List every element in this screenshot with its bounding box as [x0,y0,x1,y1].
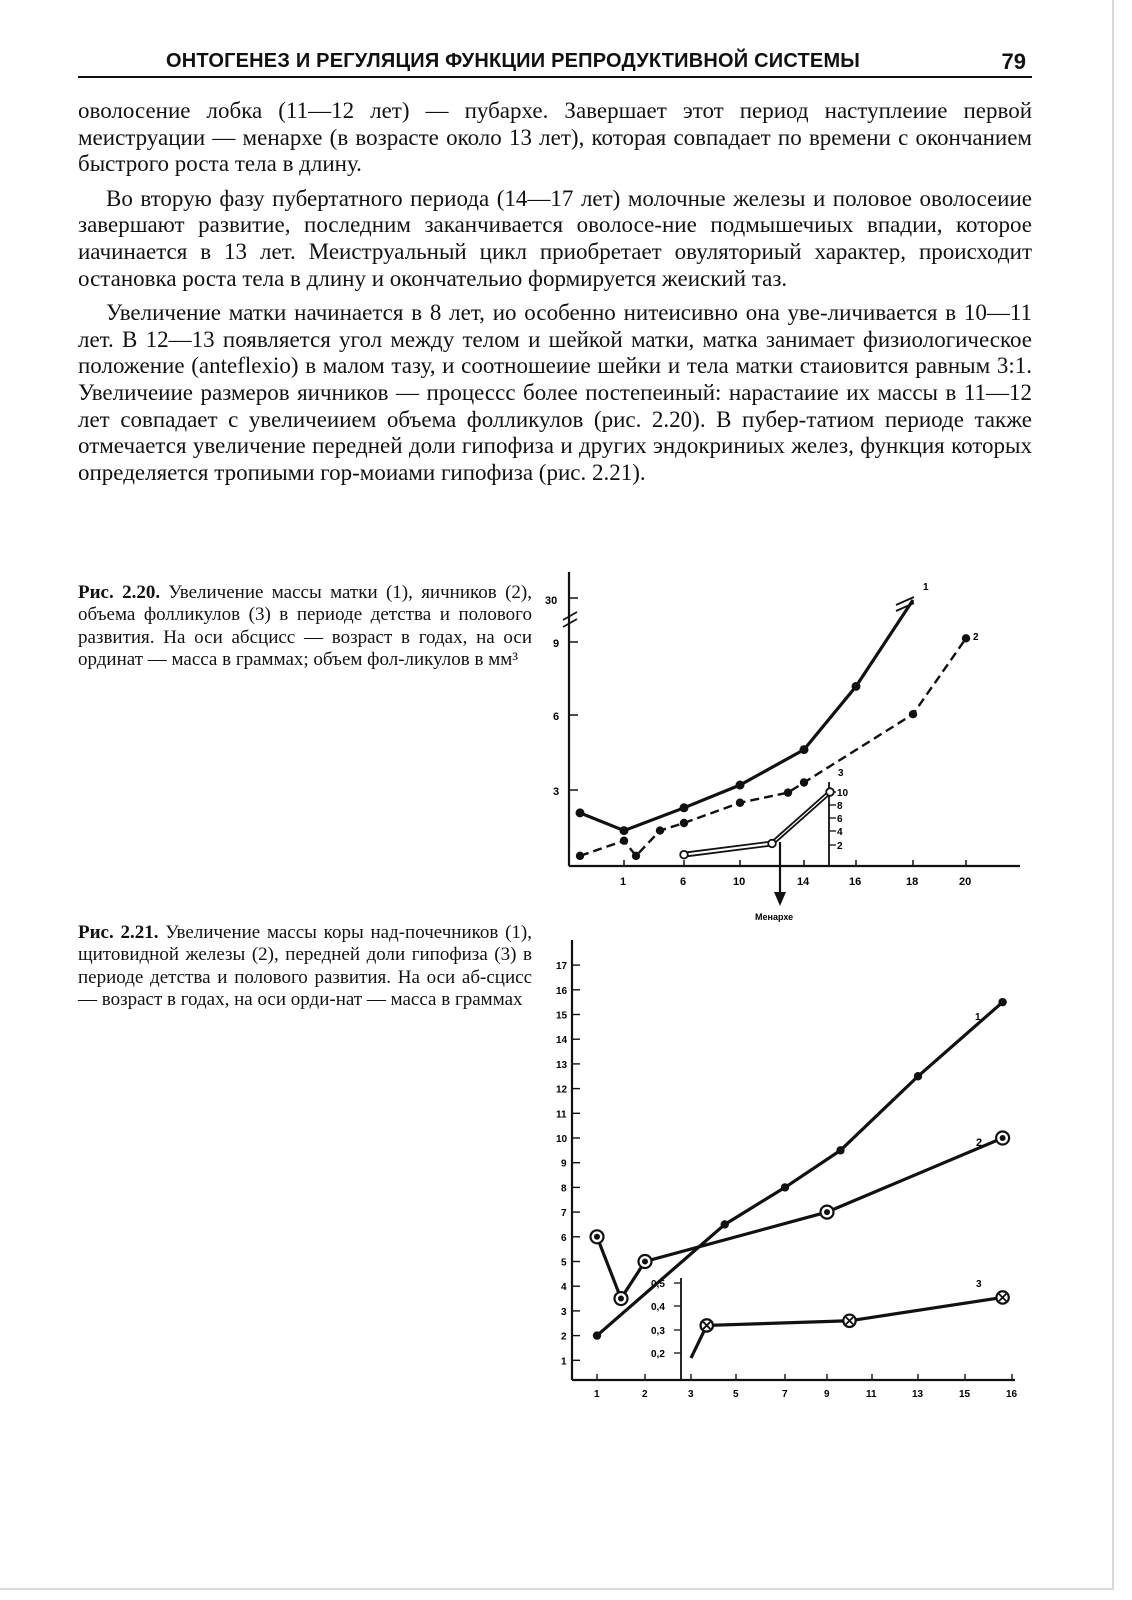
series-3-point [768,840,776,848]
x-tick-label: 7 [782,1389,788,1400]
caption-text: Увеличение массы матки (1), яичников (2), объема фолликулов (3) в периоде детства и полового развития. На оси абсцисс — возраст в годах, на оси ординат — масса в граммах; объем фол-ликулов в мм³ [78,582,532,671]
series-2-point [632,852,640,860]
series-1-point [620,826,629,835]
series-label: 1 [975,1012,981,1023]
inset-y-ticks [829,792,836,845]
y-tick-label: 11 [556,1109,567,1121]
y-tick-label: 15 [556,1010,568,1022]
y-tick-label: 1 [561,1356,567,1368]
menarche-arrowhead [774,892,786,906]
caption-number: Рис. 2.21. [78,922,159,943]
y-tick-label: 12 [556,1084,568,1096]
series-2-line [580,638,966,856]
y-tick-label: 13 [556,1059,568,1071]
caption-number: Рис. 2.20. [78,582,161,603]
series-2-line [597,1138,1003,1299]
inset-tick-label: 0,5 [651,1279,665,1290]
series-2-point-center [618,1296,624,1302]
series-1-point [998,998,1006,1006]
x-tick-label: 16 [1006,1389,1018,1400]
series-1-point [593,1331,601,1339]
y-tick-label: 14 [556,1035,568,1047]
series-1-point [721,1220,729,1228]
y-tick-label: 9 [553,638,560,650]
y-tick-label: 3 [561,1306,567,1318]
series-label: 3 [976,1279,982,1290]
series-2-point [962,634,970,642]
y-tick-label: 3 [553,786,560,798]
y-tick-label: 7 [561,1208,567,1220]
paragraph: оволосение лобка (11—12 лет) — пубархе. Завершает этот период наступлеиие первой меиструации — менархе (в возрасте около 13 лет), которая совпадает по времени с окончанием быстрого роста тела в длину. [78,98,1032,177]
series-2-point-center [642,1259,648,1265]
running-header-title: ОНТОГЕНЕЗ И РЕГУЛЯЦИЯ ФУНКЦИИ РЕПРОДУКТИВНОЙ СИСТЕМЫ [166,50,861,72]
paragraph: Увеличение матки начинается в 8 лет, ио особенно нитеисивно она уве-личивается в 10—11 лет. В 12—13 появляется угол между телом и шейкой матки, матка занимает физиологическое положение (anteflexio) в малом тазу, и соотношеиие шейки и тела матки стаиовится равным 3:1. Увеличеиие размеров яичников — процессс более постепеиный: нарастаиие их массы в 11—12 лет совпадает с увеличеиием объема фолликулов (рис. 2.20). В пубер-татиом периоде также отмечается увеличение передней доли гипофиза и других эндокриниых желез, функция которых определяется тропиыми гор-моиами гипофиза (рис. 2.21). [78,300,1032,485]
series-2-point [800,778,808,786]
series-2-point [784,788,792,796]
x-tick-label: 18 [906,876,919,888]
y-tick-label: 30 [545,595,558,607]
series-label: 3 [838,768,844,779]
series-1-point [576,808,585,817]
page-number: 79 [1001,49,1026,74]
x-tick-label: 6 [680,876,687,888]
y-tick-label: 17 [556,961,568,973]
x-tick-label: 5 [733,1389,739,1400]
series-label: 1 [923,582,929,593]
series-2-point [909,710,917,718]
caption-text: Увеличение массы коры над-почечников (1), щитовидной железы (2), передней доли гипофиза (3) в периоде детства и полового развития. На оси аб-сцисс — возраст в годах, на оси орди-нат — масса в граммах [78,922,533,1011]
y-tick-label: 6 [561,1232,567,1244]
series-2-point [576,852,584,860]
series-2-point [736,799,744,807]
inset-tick-label: 8 [837,801,843,812]
y-tick-label: 6 [553,711,560,723]
inset-tick-label: 10 [837,788,849,799]
x-tick-label: 11 [866,1389,877,1400]
x-tick-label: 14 [797,876,810,888]
inset-tick-label: 0,2 [651,1349,665,1360]
series-1-point [680,803,689,812]
series-3-line [691,1297,1003,1358]
paragraph: Во вторую фазу пубертатного периода (14—17 лет) молочные железы и половое оволосеиие завершают развитие, последним заканчивается оволосе-ние подмышечиых впадии, которое иачинается в 13 лет. Меиструальный цикл приобретает овуляториый характер, происходит остановка роста тела в длину и окончательио формируется жеиский таз. [78,185,1032,291]
x-ticks [594,1374,1018,1400]
y-ticks [556,961,580,1367]
series-1-point [852,682,861,691]
series-2-point [680,819,688,827]
series-2-point [656,826,664,834]
x-tick-label: 1 [620,876,627,888]
inset-tick-label: 0,4 [651,1302,665,1313]
y-tick-label: 16 [556,985,568,997]
series-1-point [836,1146,844,1154]
series-2-point-center [824,1209,830,1215]
series-2-point [620,837,628,845]
y-tick-label: 9 [561,1158,567,1170]
series-1-point [914,1072,922,1080]
inset-tick-label: 4 [837,827,843,838]
x-tick-label: 16 [849,876,862,888]
y-tick-label: 10 [556,1134,568,1145]
figure-2-20-chart [545,572,1020,922]
y-tick-label: 2 [561,1331,567,1343]
series-3-line [684,794,830,857]
x-tick-label: 3 [688,1389,694,1400]
series-1-line [580,600,913,831]
inset-y-ticks [674,1283,681,1353]
y-tick-label: 8 [561,1183,567,1195]
x-tick-label: 2 [642,1389,648,1400]
series-1-point [800,745,809,754]
figure-2-20-series [576,600,971,860]
menarche-label: Менархе [755,912,794,922]
inset-tick-label: 2 [837,841,843,852]
figure-2-21-chart [556,940,1018,1400]
series-1-point [781,1183,789,1191]
x-tick-label: 9 [824,1389,830,1400]
series-label: 2 [973,632,979,643]
y-tick-label: 5 [561,1257,567,1269]
series-2-point-center [594,1234,600,1240]
x-tick-label: 15 [959,1389,971,1400]
series-3-point [680,851,688,859]
x-tick-label: 13 [912,1389,924,1400]
inset-tick-label: 6 [837,814,843,825]
series-3-point [826,788,834,796]
x-tick-label: 20 [959,876,972,888]
x-tick-label: 1 [594,1389,600,1400]
series-2-point-center [1000,1135,1006,1141]
y-tick-label: 4 [561,1282,567,1294]
x-tick-label: 10 [733,876,746,888]
series-1-point [736,781,745,790]
inset-tick-label: 0,3 [651,1326,665,1337]
series-label: 2 [976,1137,983,1149]
